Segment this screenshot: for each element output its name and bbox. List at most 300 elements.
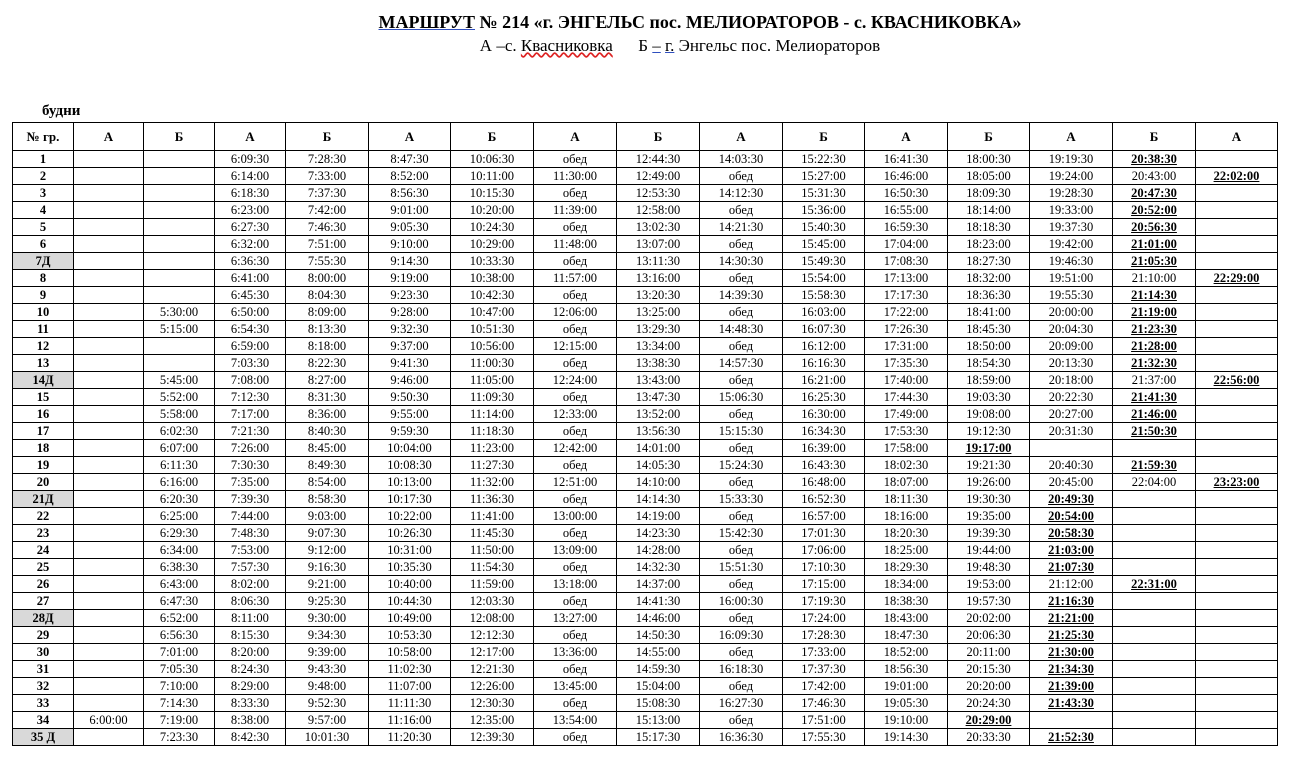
time-cell: 18:11:30 xyxy=(865,491,948,508)
time-cell: обед xyxy=(700,406,783,423)
time-cell: 8:38:00 xyxy=(215,712,286,729)
time-cell: 16:50:30 xyxy=(865,185,948,202)
time-cell: обед xyxy=(700,236,783,253)
time-cell: 17:24:00 xyxy=(783,610,865,627)
time-cell: 19:14:30 xyxy=(865,729,948,746)
time-cell xyxy=(1196,321,1278,338)
time-cell: 11:23:00 xyxy=(451,440,534,457)
time-cell: 20:09:00 xyxy=(1030,338,1113,355)
group-number-cell: 26 xyxy=(13,576,74,593)
time-cell: 17:35:30 xyxy=(865,355,948,372)
time-cell: 17:13:00 xyxy=(865,270,948,287)
time-cell: 9:25:30 xyxy=(286,593,369,610)
time-cell: 16:21:00 xyxy=(783,372,865,389)
column-header-stop: А xyxy=(1196,123,1278,151)
time-cell: 11:02:30 xyxy=(369,661,451,678)
time-cell: 20:20:00 xyxy=(948,678,1030,695)
time-cell: 18:20:30 xyxy=(865,525,948,542)
time-cell: 6:54:30 xyxy=(215,321,286,338)
time-cell: 20:29:00 xyxy=(948,712,1030,729)
time-cell xyxy=(74,508,144,525)
time-cell: обед xyxy=(700,304,783,321)
time-cell: 8:52:00 xyxy=(369,168,451,185)
time-cell: 14:37:00 xyxy=(617,576,700,593)
time-cell: 10:01:30 xyxy=(286,729,369,746)
time-cell: 20:52:00 xyxy=(1113,202,1196,219)
time-cell: 20:56:30 xyxy=(1113,219,1196,236)
time-cell: 12:30:30 xyxy=(451,695,534,712)
time-cell: 10:49:00 xyxy=(369,610,451,627)
time-cell: 14:14:30 xyxy=(617,491,700,508)
time-cell: 13:27:00 xyxy=(534,610,617,627)
time-cell: 19:08:00 xyxy=(948,406,1030,423)
time-cell: 21:19:00 xyxy=(1113,304,1196,321)
time-cell xyxy=(1113,525,1196,542)
table-row xyxy=(13,627,1278,644)
time-cell: 11:39:00 xyxy=(534,202,617,219)
time-cell xyxy=(1030,440,1113,457)
time-cell: 11:45:30 xyxy=(451,525,534,542)
time-cell: 14:28:00 xyxy=(617,542,700,559)
time-cell: 9:21:00 xyxy=(286,576,369,593)
time-cell: 5:45:00 xyxy=(144,372,215,389)
time-cell: 20:47:30 xyxy=(1113,185,1196,202)
time-cell: 6:11:30 xyxy=(144,457,215,474)
time-cell xyxy=(74,644,144,661)
time-cell xyxy=(74,627,144,644)
time-cell: 17:15:00 xyxy=(783,576,865,593)
time-cell: 11:07:00 xyxy=(369,678,451,695)
time-cell xyxy=(1113,559,1196,576)
group-number-cell: 33 xyxy=(13,695,74,712)
time-cell: 8:06:30 xyxy=(215,593,286,610)
time-cell: 19:46:30 xyxy=(1030,253,1113,270)
time-cell: 15:17:30 xyxy=(617,729,700,746)
time-cell: 13:36:00 xyxy=(534,644,617,661)
time-cell: 21:16:30 xyxy=(1030,593,1113,610)
time-cell: обед xyxy=(700,542,783,559)
table-row xyxy=(13,355,1278,372)
time-cell: 16:09:30 xyxy=(700,627,783,644)
time-cell: 8:27:00 xyxy=(286,372,369,389)
time-cell: 21:25:30 xyxy=(1030,627,1113,644)
time-cell xyxy=(1196,559,1278,576)
time-cell: 7:33:00 xyxy=(286,168,369,185)
time-cell: 15:06:30 xyxy=(700,389,783,406)
time-cell: 22:29:00 xyxy=(1196,270,1278,287)
time-cell: 11:16:00 xyxy=(369,712,451,729)
table-row xyxy=(13,457,1278,474)
time-cell xyxy=(1196,355,1278,372)
time-cell: обед xyxy=(700,712,783,729)
time-cell: обед xyxy=(534,491,617,508)
time-cell: 9:59:30 xyxy=(369,423,451,440)
time-cell: 17:42:00 xyxy=(783,678,865,695)
time-cell: 13:54:00 xyxy=(534,712,617,729)
time-cell xyxy=(74,593,144,610)
time-cell: 9:19:00 xyxy=(369,270,451,287)
stop-a-name: Квасниковка xyxy=(520,36,613,55)
time-cell: 7:44:00 xyxy=(215,508,286,525)
time-cell: 12:33:00 xyxy=(534,406,617,423)
time-cell: 18:00:30 xyxy=(948,151,1030,168)
group-number-cell: 22 xyxy=(13,508,74,525)
time-cell: 21:30:00 xyxy=(1030,644,1113,661)
time-cell: 17:01:30 xyxy=(783,525,865,542)
time-cell: 8:04:30 xyxy=(286,287,369,304)
time-cell: 8:09:00 xyxy=(286,304,369,321)
time-cell: 6:52:00 xyxy=(144,610,215,627)
group-number-cell: 28Д xyxy=(13,610,74,627)
time-cell: 6:36:30 xyxy=(215,253,286,270)
time-cell xyxy=(1196,610,1278,627)
time-cell xyxy=(1196,678,1278,695)
time-cell: 15:15:30 xyxy=(700,423,783,440)
time-cell: 20:11:00 xyxy=(948,644,1030,661)
time-cell: 16:07:30 xyxy=(783,321,865,338)
time-cell: 17:06:00 xyxy=(783,542,865,559)
time-cell: 21:23:30 xyxy=(1113,321,1196,338)
time-cell: 18:02:30 xyxy=(865,457,948,474)
time-cell: 7:39:30 xyxy=(215,491,286,508)
time-cell: 22:02:00 xyxy=(1196,168,1278,185)
time-cell xyxy=(1196,440,1278,457)
group-number-cell: 10 xyxy=(13,304,74,321)
time-cell: 21:41:30 xyxy=(1113,389,1196,406)
time-cell xyxy=(74,576,144,593)
time-cell: 8:13:30 xyxy=(286,321,369,338)
table-row xyxy=(13,644,1278,661)
time-cell xyxy=(1196,219,1278,236)
group-number-cell: 35 Д xyxy=(13,729,74,746)
time-cell xyxy=(74,610,144,627)
time-cell: 16:27:30 xyxy=(700,695,783,712)
time-cell: обед xyxy=(534,729,617,746)
time-cell: 17:19:30 xyxy=(783,593,865,610)
time-cell: 17:46:30 xyxy=(783,695,865,712)
schedule-table xyxy=(12,122,1278,746)
time-cell: 19:24:00 xyxy=(1030,168,1113,185)
time-cell: 12:24:00 xyxy=(534,372,617,389)
group-number-cell: 18 xyxy=(13,440,74,457)
time-cell: 10:17:30 xyxy=(369,491,451,508)
time-cell: 10:58:00 xyxy=(369,644,451,661)
time-cell: 19:26:00 xyxy=(948,474,1030,491)
column-header-stop: Б xyxy=(783,123,865,151)
time-cell xyxy=(74,151,144,168)
time-cell: 20:15:30 xyxy=(948,661,1030,678)
time-cell: 8:00:00 xyxy=(286,270,369,287)
time-cell: 7:03:30 xyxy=(215,355,286,372)
time-cell xyxy=(1196,338,1278,355)
time-cell: 14:05:30 xyxy=(617,457,700,474)
time-cell xyxy=(74,440,144,457)
time-cell: 8:58:30 xyxy=(286,491,369,508)
route-title xyxy=(0,12,1296,33)
time-cell: 10:31:00 xyxy=(369,542,451,559)
time-cell: 13:02:30 xyxy=(617,219,700,236)
time-cell: обед xyxy=(534,525,617,542)
column-header-stop: А xyxy=(534,123,617,151)
time-cell xyxy=(1196,729,1278,746)
time-cell: 16:48:00 xyxy=(783,474,865,491)
time-cell: 9:48:00 xyxy=(286,678,369,695)
time-cell: 20:18:00 xyxy=(1030,372,1113,389)
group-number-cell: 4 xyxy=(13,202,74,219)
column-header-stop: Б xyxy=(948,123,1030,151)
time-cell xyxy=(74,491,144,508)
time-cell xyxy=(1196,151,1278,168)
time-cell: 9:16:30 xyxy=(286,559,369,576)
time-cell: 19:37:30 xyxy=(1030,219,1113,236)
time-cell: 10:40:00 xyxy=(369,576,451,593)
time-cell: 12:39:30 xyxy=(451,729,534,746)
time-cell: 10:04:00 xyxy=(369,440,451,457)
time-cell: 10:42:30 xyxy=(451,287,534,304)
time-cell: 20:13:30 xyxy=(1030,355,1113,372)
column-header-stop: Б xyxy=(617,123,700,151)
time-cell: 9:03:00 xyxy=(286,508,369,525)
time-cell: обед xyxy=(534,423,617,440)
time-cell: 7:30:30 xyxy=(215,457,286,474)
stop-b-name: Энгельс пос. Мелиораторов xyxy=(678,36,881,55)
time-cell: 13:11:30 xyxy=(617,253,700,270)
time-cell: 17:08:30 xyxy=(865,253,948,270)
table-row xyxy=(13,474,1278,491)
time-cell: 7:51:00 xyxy=(286,236,369,253)
time-cell: 18:52:00 xyxy=(865,644,948,661)
time-cell xyxy=(1196,695,1278,712)
time-cell xyxy=(1113,661,1196,678)
time-cell xyxy=(1196,661,1278,678)
group-number-cell: 2 xyxy=(13,168,74,185)
time-cell: 7:57:30 xyxy=(215,559,286,576)
time-cell: 15:54:00 xyxy=(783,270,865,287)
time-cell: 14:39:30 xyxy=(700,287,783,304)
time-cell: 19:12:30 xyxy=(948,423,1030,440)
time-cell: 9:28:00 xyxy=(369,304,451,321)
time-cell: 6:59:00 xyxy=(215,338,286,355)
time-cell: 10:22:00 xyxy=(369,508,451,525)
time-cell: 14:46:00 xyxy=(617,610,700,627)
time-cell: 13:45:00 xyxy=(534,678,617,695)
time-cell: 18:29:30 xyxy=(865,559,948,576)
time-cell xyxy=(74,695,144,712)
time-cell: 14:50:30 xyxy=(617,627,700,644)
time-cell xyxy=(144,202,215,219)
time-cell: 14:57:30 xyxy=(700,355,783,372)
time-cell: 15:33:30 xyxy=(700,491,783,508)
time-cell: 9:52:30 xyxy=(286,695,369,712)
time-cell: 19:21:30 xyxy=(948,457,1030,474)
time-cell: 9:34:30 xyxy=(286,627,369,644)
time-cell: 18:41:00 xyxy=(948,304,1030,321)
time-cell: 20:24:30 xyxy=(948,695,1030,712)
time-cell: 6:47:30 xyxy=(144,593,215,610)
time-cell xyxy=(74,372,144,389)
time-cell: 21:46:00 xyxy=(1113,406,1196,423)
time-cell: 21:10:00 xyxy=(1113,270,1196,287)
time-cell: 16:30:00 xyxy=(783,406,865,423)
time-cell: 18:38:30 xyxy=(865,593,948,610)
time-cell: 15:40:30 xyxy=(783,219,865,236)
time-cell: 21:37:00 xyxy=(1113,372,1196,389)
time-cell: 6:16:00 xyxy=(144,474,215,491)
time-cell: 10:15:30 xyxy=(451,185,534,202)
time-cell: обед xyxy=(700,644,783,661)
time-cell: 8:11:00 xyxy=(215,610,286,627)
time-cell: 17:58:00 xyxy=(865,440,948,457)
time-cell: 16:36:30 xyxy=(700,729,783,746)
time-cell: 6:23:00 xyxy=(215,202,286,219)
time-cell: 7:48:30 xyxy=(215,525,286,542)
time-cell: 21:59:30 xyxy=(1113,457,1196,474)
time-cell: 18:09:30 xyxy=(948,185,1030,202)
time-cell xyxy=(1113,491,1196,508)
time-cell: 18:25:00 xyxy=(865,542,948,559)
time-cell xyxy=(74,542,144,559)
time-cell: 13:16:00 xyxy=(617,270,700,287)
time-cell: 18:07:00 xyxy=(865,474,948,491)
time-cell: 17:26:30 xyxy=(865,321,948,338)
table-row xyxy=(13,542,1278,559)
time-cell: 14:19:00 xyxy=(617,508,700,525)
time-cell xyxy=(1113,678,1196,695)
time-cell: 10:51:30 xyxy=(451,321,534,338)
time-cell: 20:54:00 xyxy=(1030,508,1113,525)
group-number-cell: 13 xyxy=(13,355,74,372)
time-cell: 13:34:00 xyxy=(617,338,700,355)
time-cell: 16:57:00 xyxy=(783,508,865,525)
time-cell: 8:29:00 xyxy=(215,678,286,695)
time-cell: обед xyxy=(700,270,783,287)
group-number-cell: 29 xyxy=(13,627,74,644)
time-cell: 5:15:00 xyxy=(144,321,215,338)
time-cell: 12:58:00 xyxy=(617,202,700,219)
time-cell: 9:43:30 xyxy=(286,661,369,678)
time-cell: 18:47:30 xyxy=(865,627,948,644)
time-cell xyxy=(1113,593,1196,610)
table-row xyxy=(13,678,1278,695)
time-cell: 16:03:00 xyxy=(783,304,865,321)
column-header-stop: Б xyxy=(286,123,369,151)
time-cell: 6:29:30 xyxy=(144,525,215,542)
time-cell: 8:24:30 xyxy=(215,661,286,678)
table-row xyxy=(13,729,1278,746)
group-number-cell: 19 xyxy=(13,457,74,474)
time-cell: 12:42:00 xyxy=(534,440,617,457)
table-row xyxy=(13,508,1278,525)
time-cell: 19:05:30 xyxy=(865,695,948,712)
group-number-cell: 7Д xyxy=(13,253,74,270)
time-cell: 11:41:00 xyxy=(451,508,534,525)
time-cell: 18:36:30 xyxy=(948,287,1030,304)
time-cell: 20:58:30 xyxy=(1030,525,1113,542)
time-cell: 15:49:30 xyxy=(783,253,865,270)
time-cell: обед xyxy=(700,678,783,695)
time-cell xyxy=(74,406,144,423)
time-cell: обед xyxy=(700,508,783,525)
time-cell xyxy=(1196,423,1278,440)
time-cell: 8:20:00 xyxy=(215,644,286,661)
time-cell xyxy=(1196,508,1278,525)
route-title-main: № 214 «г. ЭНГЕЛЬС пос. МЕЛИОРАТОРОВ - с. КВАСНИКОВКА» xyxy=(479,12,1022,32)
time-cell: 15:22:30 xyxy=(783,151,865,168)
time-cell: 19:03:30 xyxy=(948,389,1030,406)
time-cell xyxy=(74,185,144,202)
time-cell xyxy=(1196,304,1278,321)
time-cell: обед xyxy=(534,661,617,678)
time-cell: 7:21:30 xyxy=(215,423,286,440)
time-cell: 12:08:00 xyxy=(451,610,534,627)
stop-b-city-abbr: г. xyxy=(665,36,675,55)
time-cell: обед xyxy=(534,355,617,372)
time-cell: 11:54:30 xyxy=(451,559,534,576)
time-cell: 10:24:30 xyxy=(451,219,534,236)
time-cell: 18:18:30 xyxy=(948,219,1030,236)
time-cell xyxy=(1113,610,1196,627)
time-cell: 20:45:00 xyxy=(1030,474,1113,491)
time-cell: 19:30:30 xyxy=(948,491,1030,508)
time-cell: 9:01:00 xyxy=(369,202,451,219)
time-cell: 11:05:00 xyxy=(451,372,534,389)
time-cell: 15:04:00 xyxy=(617,678,700,695)
time-cell xyxy=(1196,406,1278,423)
time-cell: 15:42:30 xyxy=(700,525,783,542)
time-cell: 7:26:00 xyxy=(215,440,286,457)
time-cell: 8:40:30 xyxy=(286,423,369,440)
time-cell: 7:55:30 xyxy=(286,253,369,270)
time-cell: 13:52:00 xyxy=(617,406,700,423)
time-cell: обед xyxy=(700,610,783,627)
time-cell: обед xyxy=(700,474,783,491)
time-cell xyxy=(74,661,144,678)
time-cell: 17:22:00 xyxy=(865,304,948,321)
time-cell: 10:47:00 xyxy=(451,304,534,321)
group-number-cell: 12 xyxy=(13,338,74,355)
time-cell xyxy=(74,287,144,304)
time-cell: 16:25:30 xyxy=(783,389,865,406)
time-cell: 16:18:30 xyxy=(700,661,783,678)
time-cell: 6:25:00 xyxy=(144,508,215,525)
time-cell: 7:12:30 xyxy=(215,389,286,406)
column-header-stop: А xyxy=(74,123,144,151)
time-cell: 13:38:30 xyxy=(617,355,700,372)
time-cell: 11:00:30 xyxy=(451,355,534,372)
time-cell: 17:49:00 xyxy=(865,406,948,423)
time-cell: 8:54:00 xyxy=(286,474,369,491)
time-cell: 22:04:00 xyxy=(1113,474,1196,491)
time-cell: 21:07:30 xyxy=(1030,559,1113,576)
time-cell: 14:55:00 xyxy=(617,644,700,661)
time-cell: 11:09:30 xyxy=(451,389,534,406)
time-cell xyxy=(74,219,144,236)
group-number-cell: 30 xyxy=(13,644,74,661)
column-header-stop: А xyxy=(1030,123,1113,151)
time-cell: 11:20:30 xyxy=(369,729,451,746)
time-cell: 23:23:00 xyxy=(1196,474,1278,491)
time-cell xyxy=(1196,542,1278,559)
time-cell: 13:56:30 xyxy=(617,423,700,440)
time-cell: 21:28:00 xyxy=(1113,338,1196,355)
time-cell: 18:23:00 xyxy=(948,236,1030,253)
time-cell: обед xyxy=(700,338,783,355)
time-cell: 17:31:00 xyxy=(865,338,948,355)
time-cell: 6:45:30 xyxy=(215,287,286,304)
time-cell: 18:54:30 xyxy=(948,355,1030,372)
time-cell: 12:51:00 xyxy=(534,474,617,491)
time-cell: 19:44:00 xyxy=(948,542,1030,559)
